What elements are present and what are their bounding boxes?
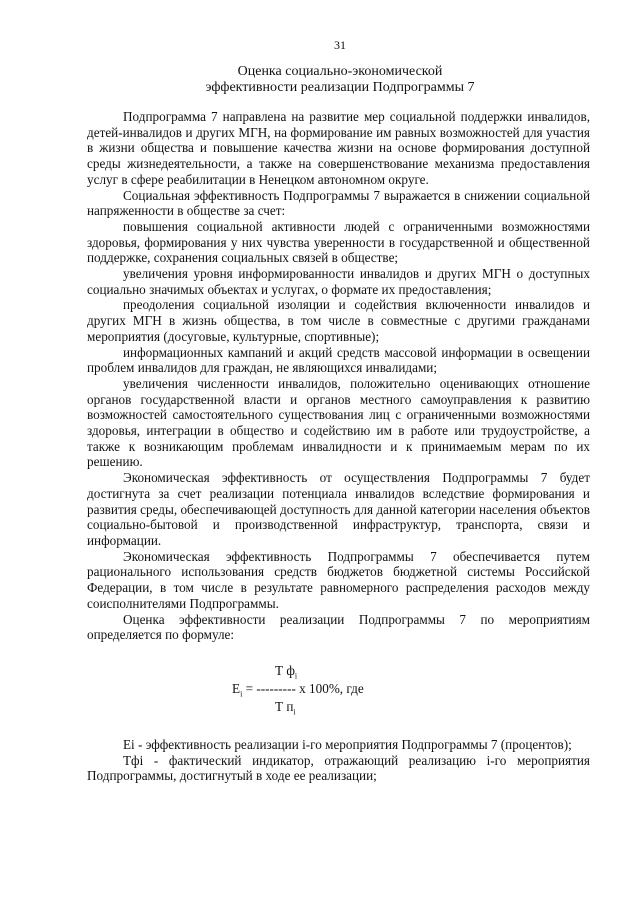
title-line-1: Оценка социально-экономической — [237, 64, 443, 79]
list-item: преодоления социальной изоляции и содействия включенности инвалидов и других МГН в жизнь общества, в том числе в совместные с другими гражданами мероприятия (досуговые, культурные, спортивные); — [87, 297, 590, 344]
paragraph: Социальная эффективность Подпрограммы 7 выражается в снижении социальной напряженности в обществе за счет: — [87, 187, 590, 219]
document-title — [0, 64, 640, 96]
definition-item: Тфi - фактический индикатор, отражающий реализацию i-го мероприятия Подпрограммы, достигнутый в ходе ее реализации; — [87, 752, 590, 784]
formula — [87, 657, 590, 727]
body-text — [87, 109, 590, 784]
paragraph: Оценка эффективности реализации Подпрограммы 7 по мероприятиям определяется по формуле: — [87, 611, 590, 643]
paragraph: Экономическая эффективность от осуществления Подпрограммы 7 будет достигнута за счет реализации потенциала инвалидов вследствие формирования и развития среды, обеспечивающей доступность для данной категории населения объектов социально-бытовой и производственной инфраструктур, транспорта, связи и информации. — [87, 470, 590, 548]
list-item: увеличения уровня информированности инвалидов и других МГН о доступных социально значимых объектах и услугах, о формате их предоставления; — [87, 266, 590, 297]
list-item: повышения социальной активности людей с ограниченными возможностями здоровья, формирования у них чувства уверенности в государственной и общественной поддержке, сохранения социальных связей в обществе; — [87, 218, 590, 266]
page-number: 31 — [334, 38, 346, 52]
formula-numerator: Т $ф_i$ — [275, 662, 298, 681]
list-item: увеличения численности инвалидов, положительно оценивающих отношение органов государственной власти и органов местного самоуправления к развитию возможностей самостоятельного существования лиц с ограниченными возможностями здоровья, интеграции в общество и содействию им в работе или трудоустройстве, а также к возникающим проблемам инвалидности и к принимаемым мерам по их решению. — [87, 375, 590, 470]
formula-denominator: Т $п_i$ — [275, 698, 296, 717]
definition-item: Ei - эффективность реализации i-го мероприятия Подпрограммы 7 (процентов); — [123, 736, 572, 752]
paragraph: Подпрограмма 7 направлена на развитие мер социальной поддержки инвалидов, детей-инвалидов и других МГН, на формирование им равных возможностей для участия в жизни общества и повышение качества жизни на основе формирования доступной среды жизнедеятельности, а также на совершенствование механизма предоставления услуг в сфере реабилитации в Ненецком автономном округе. — [87, 109, 590, 187]
paragraph: Экономическая эффективность Подпрограммы 7 обеспечивается путем рационального использования средств бюджетов бюджетной системы Российской Федерации, в том числе в результате равномерного распределения расходов между соисполнителями Подпрограммы. — [87, 548, 590, 611]
title-line-2: эффективности реализации Подпрограммы 7 — [205, 80, 475, 95]
list-item: информационных кампаний и акций средств массовой информации в освещении проблем инвалидов для граждан, не являющихся инвалидами; — [87, 344, 590, 376]
formula-main-line: $E_i$ = --------- x 100%, где — [232, 680, 364, 699]
